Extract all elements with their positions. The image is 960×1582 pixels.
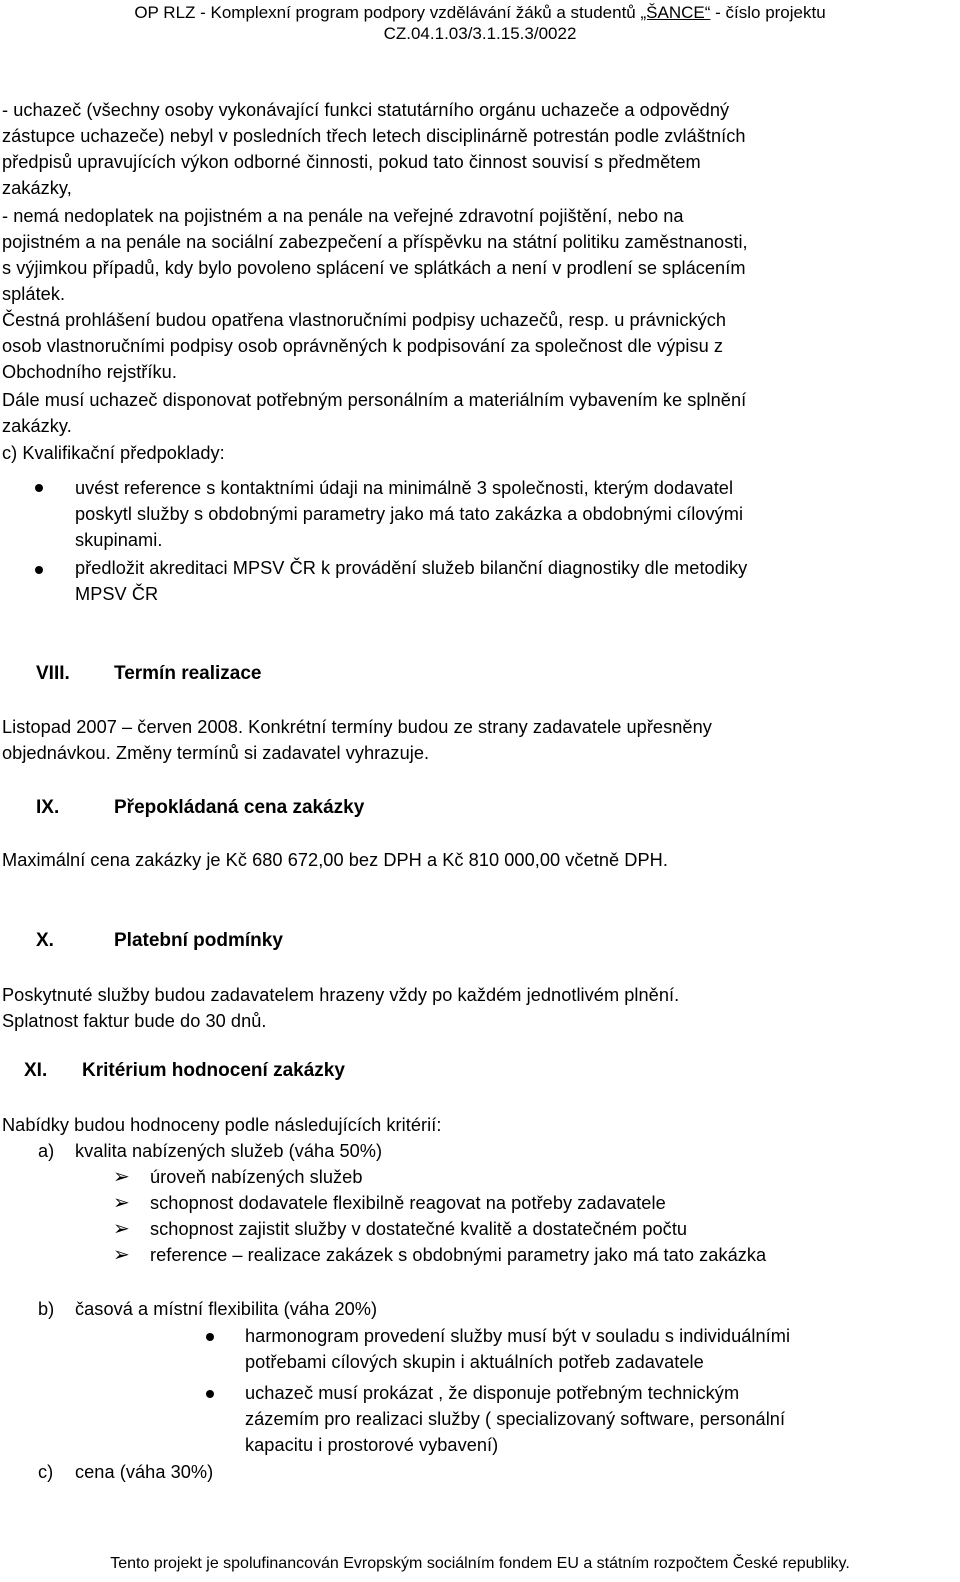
intro-line: Dále musí uchazeč disponovat potřebným personálním a materiálním vybavením ke splnění <box>2 390 747 410</box>
criteria-intro: Nabídky budou hodnoceny podle následujících kritérií: <box>2 1115 442 1135</box>
criterion-marker: c) <box>38 1462 54 1482</box>
subcriterion: schopnost zajistit služby v dostatečné kvalitě a dostatečném počtu <box>150 1219 688 1239</box>
bullet-icon <box>206 1333 214 1341</box>
section-text: Poskytnuté služby budou zadavatelem hrazeny vždy po každém jednotlivém plnění. <box>2 985 680 1005</box>
intro-line: c) Kvalifikační předpoklady: <box>2 443 225 463</box>
bullet-icon <box>35 484 43 492</box>
section-number: IX. <box>36 797 60 818</box>
criterion-label: kvalita nabízených služeb (váha 50%) <box>75 1141 383 1161</box>
section-title: Termín realizace <box>114 663 262 684</box>
intro-line: Obchodního rejstříku. <box>2 362 177 382</box>
section-title: Kritérium hodnocení zakázky <box>82 1060 345 1081</box>
section-text: objednávkou. Změny termínů si zadavatel vyhrazuje. <box>2 743 430 763</box>
header-project-number: CZ.04.1.03/3.1.15.3/0022 <box>383 24 577 43</box>
header-program-name: „ŠANCE“ <box>640 3 711 22</box>
subcriterion: reference – realizace zakázek s obdobnými parametry jako má tato zakázka <box>150 1245 767 1265</box>
intro-line: zástupce uchazeče) nebyl v posledních třech letech disciplinárně potrestán podle zvláštních <box>2 126 746 146</box>
arrow-bullet-icon: ➢ <box>113 1166 130 1188</box>
section-title: Přepokládaná cena zakázky <box>114 797 365 818</box>
header-program: OP RLZ - Komplexní program podpory vzdělávání žáků a studentů <box>134 3 641 22</box>
criterion-marker: a) <box>38 1141 55 1161</box>
intro-line: předpisů upravujících výkon odborné činnosti, pokud tato činnost souvisí s předmětem <box>2 152 701 172</box>
bullet-line: předložit akreditaci MPSV ČR k provádění služeb bilanční diagnostiky dle metodiky <box>75 558 748 578</box>
bullet-line: skupinami. <box>75 530 163 550</box>
bullet-line: uvést reference s kontaktními údaji na minimálně 3 společnosti, kterým dodavatel <box>75 478 734 498</box>
criterion-marker: b) <box>38 1299 55 1319</box>
section-number: VIII. <box>36 663 70 684</box>
intro-line: zakázky. <box>2 416 72 436</box>
subcriterion: úroveň nabízených služeb <box>150 1167 363 1187</box>
criterion-label: cena (váha 30%) <box>75 1462 214 1482</box>
subcriterion-line: kapacitu i prostorové vybavení) <box>245 1435 499 1455</box>
bullet-line: poskytl služby s obdobnými parametry jako má tato zakázka a obdobnými cílovými <box>75 504 744 524</box>
subcriterion-line: harmonogram provedení služby musí být v souladu s individuálními <box>245 1326 791 1346</box>
header-project-label: - číslo projektu <box>710 3 826 22</box>
section-number: X. <box>36 930 54 951</box>
intro-line: osob vlastnoručními podpisy osob oprávněných k podpisování za společnost dle výpisu z <box>2 336 724 356</box>
bullet-line: MPSV ČR <box>75 584 159 604</box>
header-project-line <box>0 2 960 24</box>
intro-line: - nemá nedoplatek na pojistném a na penále na veřejné zdravotní pojištění, nebo na <box>2 206 684 226</box>
section-number: XI. <box>24 1060 48 1081</box>
subcriterion-line: potřebami cílových skupin i aktuálních potřeb zadavatele <box>245 1352 704 1372</box>
arrow-bullet-icon: ➢ <box>113 1244 130 1266</box>
bullet-icon <box>206 1390 214 1398</box>
intro-line: Čestná prohlášení budou opatřena vlastnoručními podpisy uchazečů, resp. u právnických <box>2 310 727 330</box>
subcriterion-line: uchazeč musí prokázat , že disponuje potřebným technickým <box>245 1383 740 1403</box>
arrow-bullet-icon: ➢ <box>113 1218 130 1240</box>
section-text: Listopad 2007 – červen 2008. Konkrétní termíny budou ze strany zadavatele upřesněny <box>2 717 712 737</box>
intro-line: zakázky, <box>2 178 72 198</box>
arrow-bullet-icon: ➢ <box>113 1192 130 1214</box>
intro-line: - uchazeč (všechny osoby vykonávající funkci statutárního orgánu uchazeče a odpovědný <box>2 100 730 120</box>
section-title: Platební podmínky <box>114 930 283 951</box>
section-text: Maximální cena zakázky je Kč 680 672,00 bez DPH a Kč 810 000,00 včetně DPH. <box>2 850 668 870</box>
criterion-label: časová a místní flexibilita (váha 20%) <box>75 1299 378 1319</box>
intro-line: s výjimkou případů, kdy bylo povoleno splácení ve splátkách a není v prodlení se splácením <box>2 258 746 278</box>
intro-line: splátek. <box>2 284 66 304</box>
subcriterion: schopnost dodavatele flexibilně reagovat na potřeby zadavatele <box>150 1193 666 1213</box>
footer-funding-note: Tento projekt je spolufinancován Evropským sociálním fondem EU a státním rozpočtem České republiky. <box>110 1555 850 1572</box>
bullet-icon <box>35 566 43 574</box>
subcriterion-line: zázemím pro realizaci služby ( specializovaný software, personální <box>245 1409 786 1429</box>
intro-line: pojistném a na penále na sociální zabezpečení a příspěvku na státní politiku zaměstnanosti, <box>2 232 748 252</box>
section-text: Splatnost faktur bude do 30 dnů. <box>2 1011 267 1031</box>
